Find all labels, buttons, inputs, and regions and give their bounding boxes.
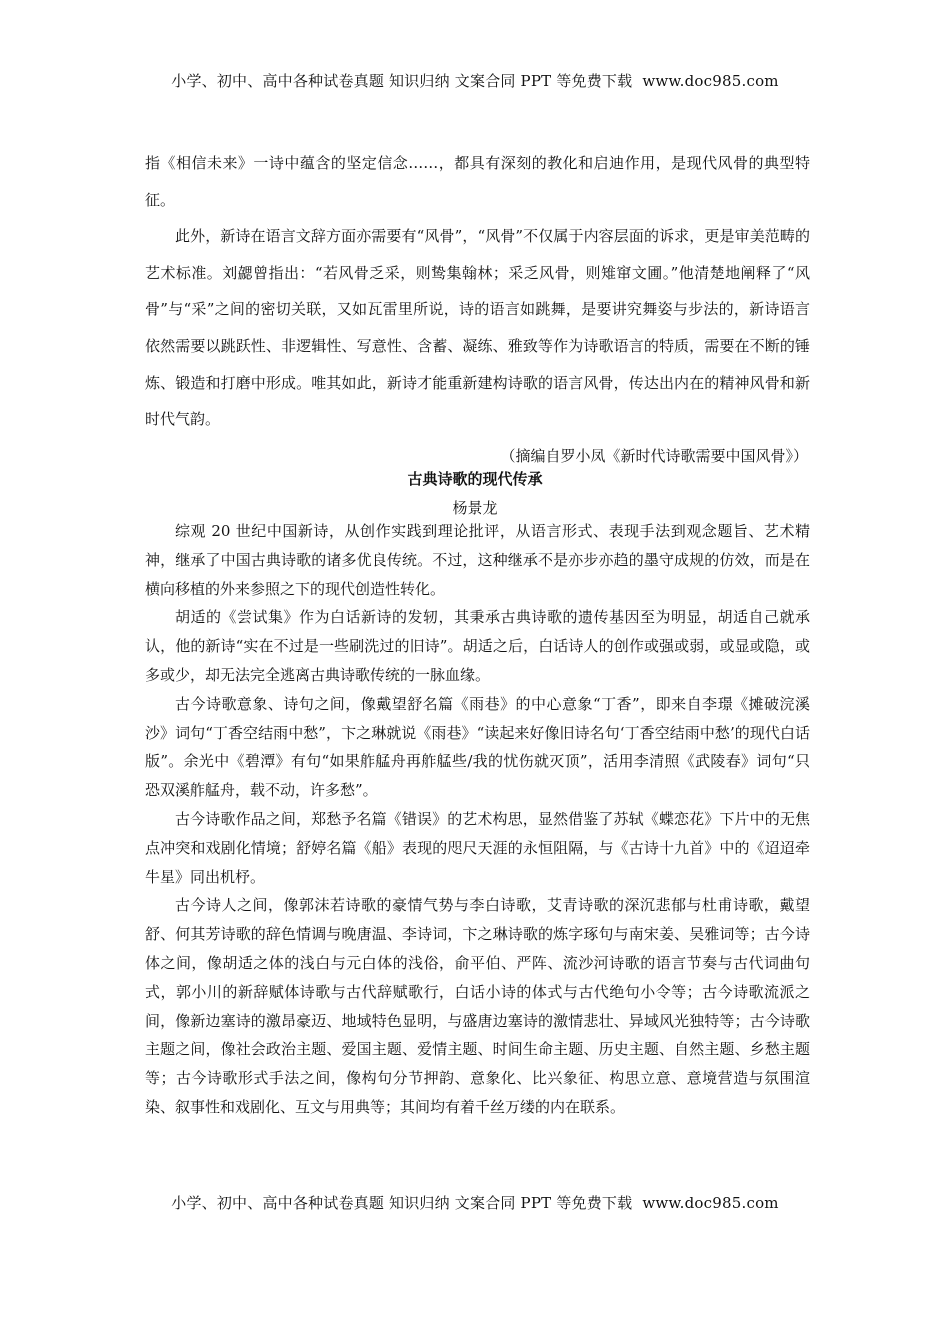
footer-url-link[interactable]: www.doc985.com xyxy=(642,1194,779,1212)
article2-paragraph: 古今诗歌作品之间，郑愁予名篇《错误》的艺术构思，显然借鉴了苏轼《蝶恋花》下片中的无焦点冲突和戏剧化情境；舒婷名篇《船》表现的咫尺天涯的永恒阻隔，与《古诗十九首》中的《迢迢牵牛星》同出机杼。 xyxy=(145,809,810,886)
header-text: 小学、初中、高中各种试卷真题 知识归纳 文案合同 PPT 等免费下载 xyxy=(171,72,633,90)
page-footer xyxy=(0,1192,950,1213)
footer-text: 小学、初中、高中各种试卷真题 知识归纳 文案合同 PPT 等免费下载 xyxy=(171,1194,633,1212)
article2-author: 杨景龙 xyxy=(452,499,498,517)
header-url-link[interactable]: www.doc985.com xyxy=(642,72,779,90)
article1-continuation xyxy=(145,145,810,474)
article1-paragraph: 此外，新诗在语言文辞方面亦需要有“风骨”，“风骨”不仅属于内容层面的诉求，更是审美范畴的艺术标准。刘勰曾指出：“若风骨乏采，则鸷集翰林；采乏风骨，则雉窜文圃。”他清楚地阐释了“风骨”与“采”之间的密切关联，又如瓦雷里所说，诗的语言如跳舞，是要讲究舞姿与步法的，新诗语言依然需要以跳跃性、非逻辑性、写意性、含蓄、凝练、雅致等作为诗歌语言的特质，需要在不断的锤炼、锻造和打磨中形成。唯其如此，新诗才能重新建构诗歌的语言风骨，传达出内在的精神风骨和新时代气韵。 xyxy=(145,227,810,429)
article1-source: （摘编自罗小凤《新时代诗歌需要中国风骨》） xyxy=(500,446,808,465)
page-header xyxy=(0,70,950,91)
article2-body xyxy=(145,517,810,1122)
article2-paragraph: 综观 20 世纪中国新诗，从创作实践到理论批评，从语言形式、表现手法到观念题旨、艺术精神，继承了中国古典诗歌的诸多优良传统。不过，这种继承不是亦步亦趋的墨守成规的仿效，而是在横向移植的外来参照之下的现代创造性转化。 xyxy=(145,522,810,598)
article2-paragraph: 古今诗歌意象、诗句之间，像戴望舒名篇《雨巷》的中心意象“丁香”，即来自李璟《摊破浣溪沙》词句“丁香空结雨中愁”，卞之琳就说《雨巷》“读起来好像旧诗名句‘丁香空结雨中愁’的现代白话版”。余光中《碧潭》有句“如果舴艋舟再舴艋些/我的忧伤就灭顶”，活用李清照《武陵春》词句“只恐双溪舴艋舟，载不动，许多愁”。 xyxy=(145,694,810,800)
article2-paragraph: 古今诗人之间，像郭沫若诗歌的豪情气势与李白诗歌，艾青诗歌的深沉悲郁与杜甫诗歌，戴望舒、何其芳诗歌的辞色情调与晚唐温、李诗词，卞之琳诗歌的炼字琢句与南宋姜、吴雅词等；古今诗体之间，像胡适之体的浅白与元白体的浅俗，俞平伯、严阵、流沙河诗歌的语言节奏与古代词曲句式，郭小川的新辞赋体诗歌与古代辞赋歌行，白话小诗的体式与古代绝句小令等；古今诗歌流派之间，像新边塞诗的激昂豪迈、地域特色显明，与盛唐边塞诗的激情悲壮、异域风光独特等；古今诗歌主题之间，像社会政治主题、爱国主题、爱情主题、时间生命主题、历史主题、自然主题、乡愁主题等；古今诗歌形式手法之间，像构句分节押韵、意象化、比兴象征、构思立意、意境营造与氛围渲染、叙事性和戏剧化、互文与用典等；其间均有着千丝万缕的内在联系。 xyxy=(145,896,810,1116)
article2-title: 古典诗歌的现代传承 xyxy=(407,470,543,488)
article1-paragraph: 指《相信未来》一诗中蕴含的坚定信念……，都具有深刻的教化和启迪作用，是现代风骨的典型特征。 xyxy=(145,154,810,209)
article2-paragraph: 胡适的《尝试集》作为白话新诗的发轫，其秉承古典诗歌的遗传基因至为明显，胡适自己就承认，他的新诗“实在不过是一些刷洗过的旧诗”。胡适之后，白话诗人的创作或强或弱，或显或隐，或多或少，却无法完全逃离古典诗歌传统的一脉血缘。 xyxy=(145,608,810,684)
